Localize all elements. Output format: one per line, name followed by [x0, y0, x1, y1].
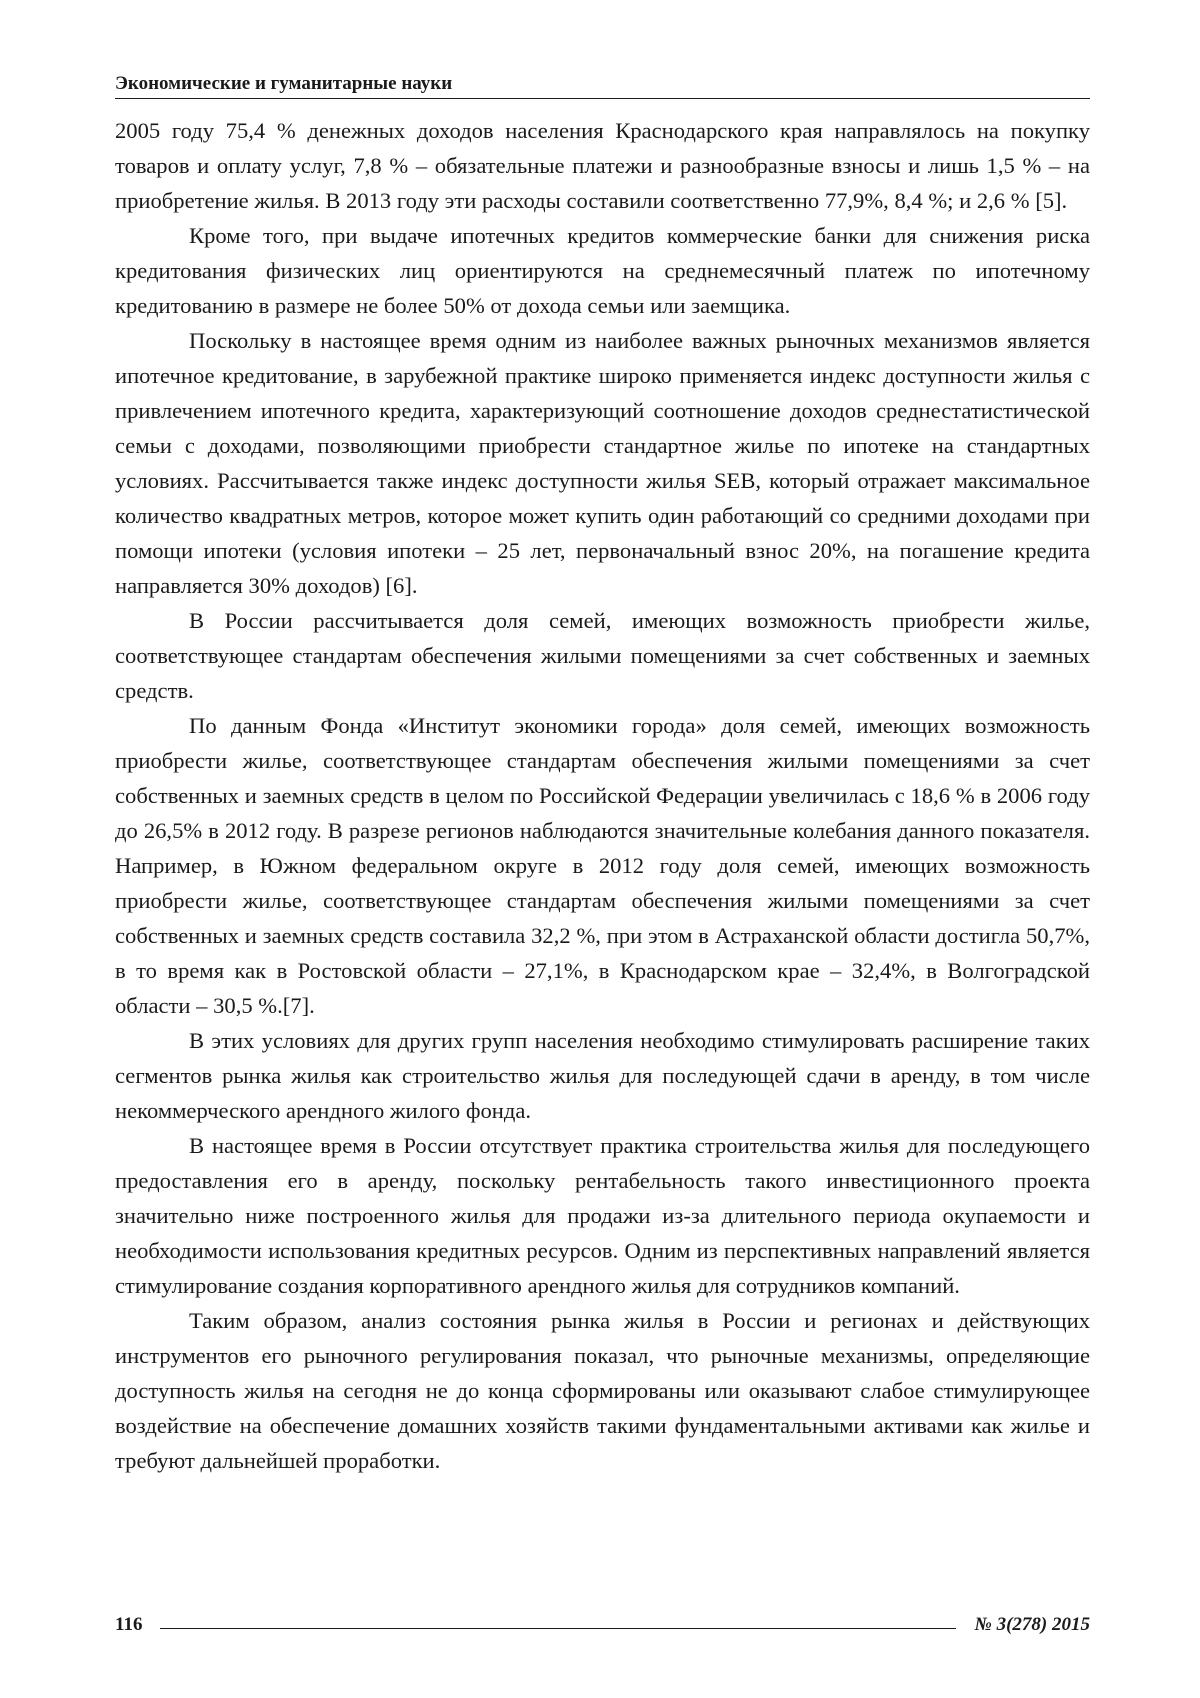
article-body: [115, 113, 1090, 1478]
footer-divider: [160, 1628, 956, 1629]
page-footer: [115, 1612, 1090, 1638]
paragraph: Поскольку в настоящее время одним из наиболее важных рыночных механизмов является ипотечное кредитование, в зарубежной практике широко применяется индекс доступности жилья с привлечением ипотечного кредита, характеризующий соотношение доходов среднестатистической семьи с доходами, позволяющими приобрести стандартное жилье по ипотеке на стандартных условиях. Рассчитывается также индекс доступности жилья SEB, который отражает максимальное количество квадратных метров, которое может купить один работающий со средними доходами при помощи ипотеки (условия ипотеки – 25 лет, первоначальный взнос 20%, на погашение кредита направляется 30% доходов) [6].: [115, 323, 1090, 603]
paragraph: В России рассчитывается доля семей, имеющих возможность приобрести жилье, соответствующее стандартам обеспечения жилыми помещениями за счет собственных и заемных средств.: [115, 603, 1090, 708]
paragraph: Таким образом, анализ состояния рынка жилья в России и регионах и действующих инструментов его рыночного регулирования показал, что рыночные механизмы, определяющие доступность жилья на сегодня не до конца сформированы или оказывают слабое стимулирующее воздействие на обеспечение домашних хозяйств такими фундаментальными активами как жилье и требуют дальнейшей проработки.: [115, 1303, 1090, 1478]
paragraph-continued: 2005 году 75,4 % денежных доходов населения Краснодарского края направлялось на покупку товаров и оплату услуг, 7,8 % – обязательные платежи и разнообразные взносы и лишь 1,5 % – на приобретение жилья. В 2013 году эти расходы составили соответственно 77,9%, 8,4 %; и 2,6 % [5].: [115, 113, 1090, 218]
running-header: [115, 72, 1090, 99]
issue-number: № 3(278) 2015: [974, 1614, 1090, 1636]
paragraph: Кроме того, при выдаче ипотечных кредитов коммерческие банки для снижения риска кредитования физических лиц ориентируются на среднемесячный платеж по ипотечному кредитованию в размере не более 50% от дохода семьи или заемщика.: [115, 218, 1090, 323]
paragraph: В этих условиях для других групп населения необходимо стимулировать расширение таких сегментов рынка жилья как строительство жилья для последующей сдачи в аренду, в том числе некоммерческого арендного жилого фонда.: [115, 1023, 1090, 1128]
journal-section-title: Экономические и гуманитарные науки: [115, 73, 452, 94]
page-number: 116: [115, 1614, 142, 1636]
paragraph: В настоящее время в России отсутствует практика строительства жилья для последующего предоставления его в аренду, поскольку рентабельность такого инвестиционного проекта значительно ниже построенного жилья для продажи из-за длительного периода окупаемости и необходимости использования кредитных ресурсов. Одним из перспективных направлений является стимулирование создания корпоративного арендного жилья для сотрудников компаний.: [115, 1128, 1090, 1303]
paragraph: По данным Фонда «Институт экономики города» доля семей, имеющих возможность приобрести жилье, соответствующее стандартам обеспечения жилыми помещениями за счет собственных и заемных средств в целом по Российской Федерации увеличилась с 18,6 % в 2006 году до 26,5% в 2012 году. В разрезе регионов наблюдаются значительные колебания данного показателя. Например, в Южном федеральном округе в 2012 году доля семей, имеющих возможность приобрести жилье, соответствующее стандартам обеспечения жилыми помещениями за счет собственных и заемных средств составила 32,2 %, при этом в Астраханской области достигла 50,7%, в то время как в Ростовской области – 27,1%, в Краснодарском крае – 32,4%, в Волгоградской области – 30,5 %.[7].: [115, 708, 1090, 1023]
